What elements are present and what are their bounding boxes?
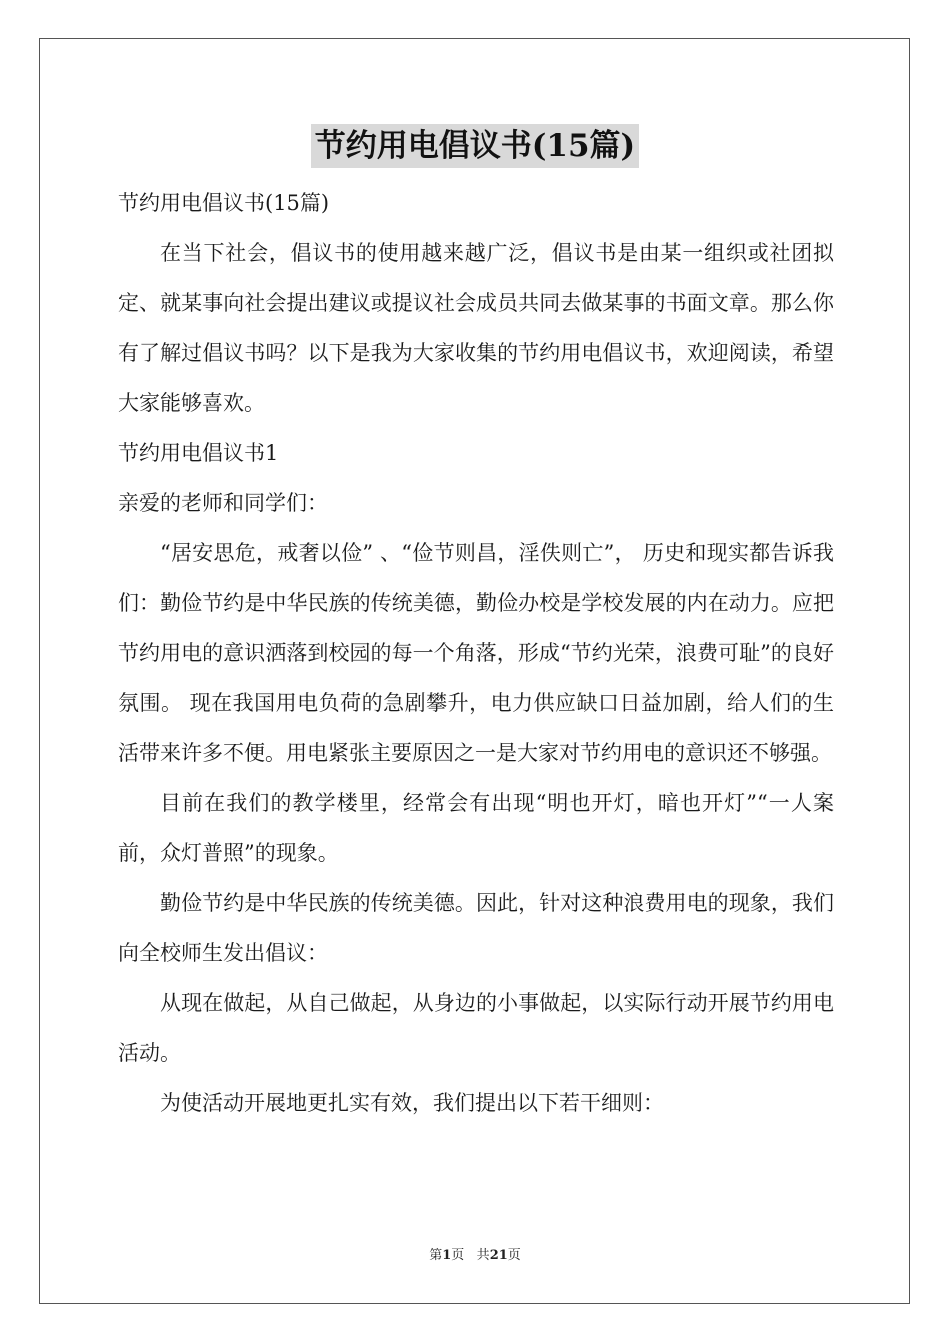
total-pages: 21 [489, 1248, 508, 1263]
intro-paragraph: 在当下社会，倡议书的使用越来越广泛，倡议书是由某一组织或社团拟定、就某事向社会提出建议或提议社会成员共同去做某事的书面文章。那么你有了解过倡议书吗？以下是我为大家收集的节约用电倡议书，欢迎阅读，希望大家能够喜欢。 [118, 241, 834, 415]
section-heading: 节约用电倡议书1 [118, 441, 279, 465]
body-paragraph: 为使活动开展地更扎实有效，我们提出以下若干细则： [160, 1091, 664, 1115]
document-body [118, 178, 834, 1128]
page-number: 1 [442, 1248, 452, 1263]
subtitle-line: 节约用电倡议书(15篇) [118, 191, 330, 215]
total-unit: 页 [507, 1248, 521, 1263]
salutation: 亲爱的老师和同学们： [118, 491, 328, 515]
page-prefix: 第 [429, 1248, 443, 1263]
body-paragraph: 从现在做起，从自己做起，从身边的小事做起，以实际行动开展节约用电活动。 [118, 991, 834, 1065]
body-paragraph: 目前在我们的教学楼里，经常会有出现“明也开灯，暗也开灯”“一人案前，众灯普照”的现象。 [118, 791, 834, 865]
title-container [0, 124, 950, 168]
total-prefix: 共 [476, 1248, 490, 1263]
page-unit: 页 [451, 1248, 465, 1263]
body-paragraph: 勤俭节约是中华民族的传统美德。因此，针对这种浪费用电的现象，我们向全校师生发出倡议： [118, 891, 834, 965]
page-footer [0, 1244, 950, 1263]
document-title: 节约用电倡议书(15篇) [311, 124, 639, 168]
body-paragraph: “居安思危，戒奢以俭” 、“俭节则昌，淫佚则亡”， 历史和现实都告诉我们：勤俭节约是中华民族的传统美德，勤俭办校是学校发展的内在动力。应把节约用电的意识洒落到校园的每一个角落，形成“节约光荣，浪费可耻”的良好氛围。 现在我国用电负荷的急剧攀升，电力供应缺口日益加剧，给人们的生活带来许多不便。用电紧张主要原因之一是大家对节约用电的意识还不够强。 [118, 541, 834, 765]
